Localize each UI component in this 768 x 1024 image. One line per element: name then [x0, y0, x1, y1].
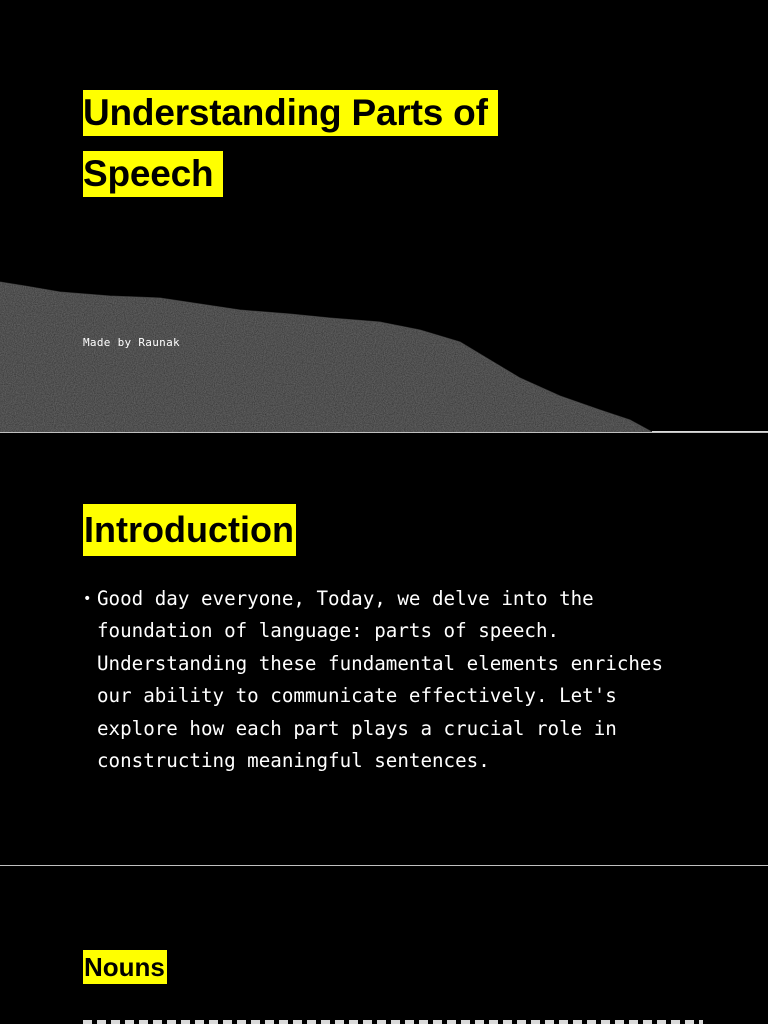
- bullet-text: Good day everyone, Today, we delve into the foundation of language: parts of speech. Understanding these fundamental elements enriches our ability to communicate effectively. Let's explore how each part plays a crucial role in constructing meaningful sentences.: [97, 587, 664, 773]
- intro-heading: Introduction: [83, 504, 296, 556]
- nouns-heading-block: [83, 950, 167, 984]
- slide-title: Understanding Parts of Speech: [83, 90, 498, 197]
- cropped-text-line: [83, 1016, 703, 1024]
- nouns-heading: Nouns: [84, 952, 165, 982]
- intro-bullet-list: [83, 583, 683, 777]
- intro-heading-block: [83, 504, 296, 556]
- author-credit: Made by Raunak: [83, 336, 180, 349]
- list-item: [83, 583, 683, 777]
- introduction-slide: [0, 433, 768, 865]
- title-block: [83, 82, 523, 204]
- title-slide: [0, 0, 768, 432]
- bullet-icon: •: [83, 591, 92, 607]
- nouns-slide: [0, 866, 768, 1024]
- torn-paper-texture: [0, 270, 768, 432]
